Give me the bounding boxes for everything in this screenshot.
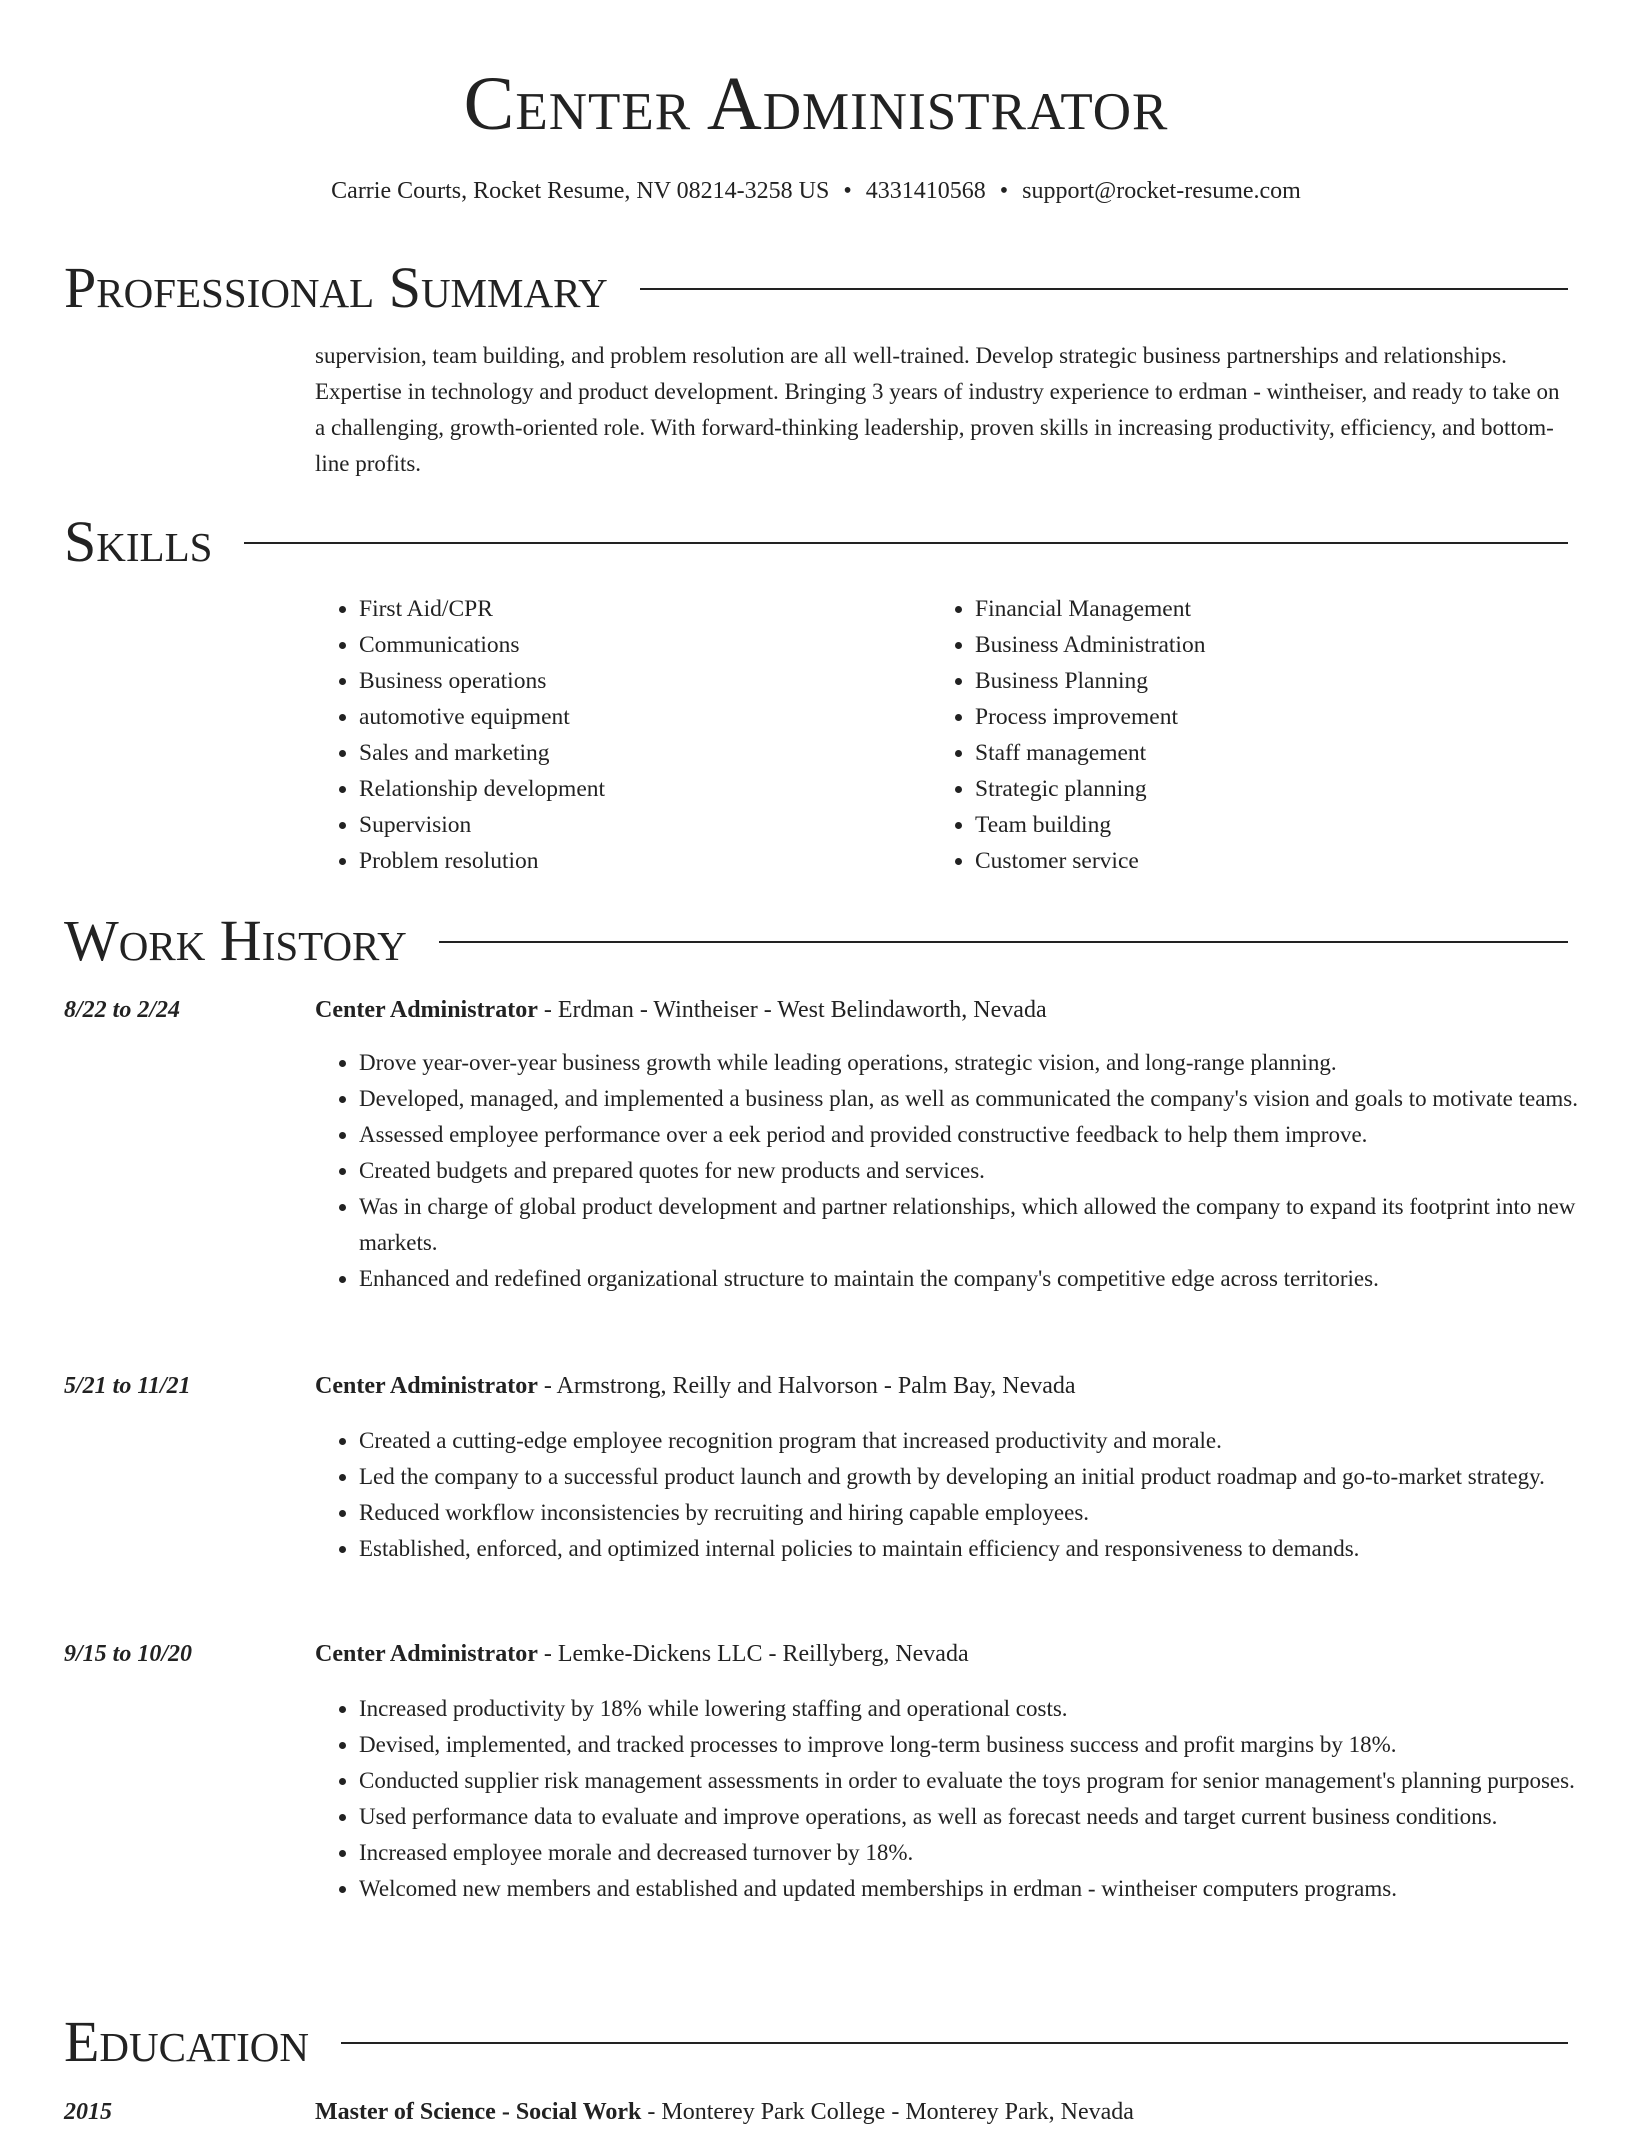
skills-list-left	[315, 591, 605, 879]
skills-heading	[64, 510, 1568, 574]
skill-item: • Sales and marketing	[359, 735, 605, 771]
education-details	[315, 2094, 1134, 2130]
section-divider	[439, 941, 1568, 943]
job-bullet: • Led the company to a successful product launch and growth by developing an initial product roadmap and go-to-market strategy.	[359, 1459, 1609, 1495]
job-bullet: • Devised, implemented, and tracked processes to improve long-term business success and profit margins by 18%.	[359, 1727, 1609, 1763]
job-bullets	[315, 1423, 1609, 1567]
job-bullet: • Increased employee morale and decreased turnover by 18%.	[359, 1835, 1609, 1871]
skill-item: • Business operations	[359, 663, 605, 699]
job-title: Center Administrator	[315, 997, 538, 1023]
section-divider	[341, 2042, 1568, 2044]
skill-item: • Staff management	[975, 735, 1205, 771]
summary-heading	[64, 256, 1568, 320]
job-employer: - Armstrong, Reilly and Halvorson - Palm Bay, Nevada	[537, 1373, 1076, 1399]
education-heading-label: Education	[64, 2009, 309, 2074]
skill-item: • First Aid/CPR	[359, 591, 605, 627]
skill-item: • automotive equipment	[359, 699, 605, 735]
job-bullets	[315, 1691, 1609, 1907]
contact-separator: •	[843, 178, 852, 204]
contact-address: Carrie Courts, Rocket Resume, NV 08214-3258 US	[331, 178, 830, 204]
job-dates: 5/21 to 11/21	[64, 1373, 191, 1399]
job-heading	[315, 1636, 1568, 1672]
job-bullet: • Enhanced and redefined organizational structure to maintain the company's competitive edge across territories.	[359, 1261, 1609, 1297]
job-dates: 8/22 to 2/24	[64, 997, 181, 1023]
job-dates: 9/15 to 10/20	[64, 1641, 193, 1667]
job-heading	[315, 992, 1568, 1028]
job-bullet: • Developed, managed, and implemented a business plan, as well as communicated the company's vision and goals to motivate teams.	[359, 1081, 1609, 1117]
job-bullet: • Assessed employee performance over a eek period and provided constructive feedback to help them improve.	[359, 1117, 1609, 1153]
job-bullets	[315, 1045, 1609, 1297]
work-history-heading	[64, 909, 1568, 973]
skill-item: • Financial Management	[975, 591, 1205, 627]
contact-email: support@rocket-resume.com	[1022, 178, 1301, 204]
contact-separator: •	[999, 178, 1009, 204]
summary-heading-label: Professional Summary	[64, 255, 608, 320]
job-bullet: • Drove year-over-year business growth while leading operations, strategic vision, and long-range planning.	[359, 1045, 1609, 1081]
skill-item: • Strategic planning	[975, 771, 1205, 807]
skill-item: • Problem resolution	[359, 843, 605, 879]
education-year: 2015	[64, 2099, 112, 2125]
job-employer: - Lemke-Dickens LLC - Reillyberg, Nevada	[537, 1641, 969, 1667]
job-bullet: • Established, enforced, and optimized internal policies to maintain efficiency and responsiveness to demands.	[359, 1531, 1609, 1567]
skill-item: • Relationship development	[359, 771, 605, 807]
job-bullet: • Conducted supplier risk management assessments in order to evaluate the toys program for senior management's planning purposes.	[359, 1763, 1609, 1799]
job-bullet: • Created budgets and prepared quotes for new products and services.	[359, 1153, 1609, 1189]
job-bullet: • Was in charge of global product development and partner relationships, which allowed the company to expand its footprint into new markets.	[359, 1189, 1609, 1261]
summary-text: supervision, team building, and problem resolution are all well-trained. Develop strategic business partnerships and relationships. Expertise in technology and product development. Bringing 3 years of industry experience to erdman - wintheiser, and ready to take on a challenging, growth-oriented role. With forward-thinking leadership, proven skills in increasing productivity, efficiency, and bottom-line profits.	[315, 343, 1560, 476]
skill-item: • Process improvement	[975, 699, 1205, 735]
job-bullet: • Increased productivity by 18% while lowering staffing and operational costs.	[359, 1691, 1609, 1727]
education-school: - Monterey Park College - Monterey Park, Nevada	[641, 2099, 1134, 2125]
job-title: Center Administrator	[315, 1641, 538, 1667]
resume-title: Center Administrator	[463, 62, 1169, 146]
job-bullet: • Used performance data to evaluate and improve operations, as well as forecast needs and target current business conditions.	[359, 1799, 1609, 1835]
skill-item: • Team building	[975, 807, 1205, 843]
contact-phone: 4331410568	[865, 178, 986, 204]
job-heading	[315, 1368, 1568, 1404]
skill-item: • Communications	[359, 627, 605, 663]
skill-item: • Supervision	[359, 807, 605, 843]
job-bullet: • Created a cutting-edge employee recognition program that increased productivity and morale.	[359, 1423, 1609, 1459]
skill-item: • Business Planning	[975, 663, 1205, 699]
education-heading	[64, 2010, 1568, 2074]
job-bullet: • Reduced workflow inconsistencies by recruiting and hiring capable employees.	[359, 1495, 1609, 1531]
section-divider	[640, 288, 1568, 290]
job-employer: - Erdman - Wintheiser - West Belindaworth, Nevada	[537, 997, 1047, 1023]
work-history-heading-label: Work History	[64, 908, 407, 973]
section-divider	[244, 542, 1568, 544]
education-degree: Master of Science - Social Work	[315, 2099, 642, 2125]
job-bullet: • Welcomed new members and established and updated memberships in erdman - wintheiser computers programs.	[359, 1871, 1609, 1907]
skill-item: • Business Administration	[975, 627, 1205, 663]
skills-list-right	[931, 591, 1205, 879]
job-title: Center Administrator	[315, 1373, 538, 1399]
skills-heading-label: Skills	[64, 509, 213, 574]
contact-line	[0, 174, 1632, 208]
skill-item: • Customer service	[975, 843, 1205, 879]
